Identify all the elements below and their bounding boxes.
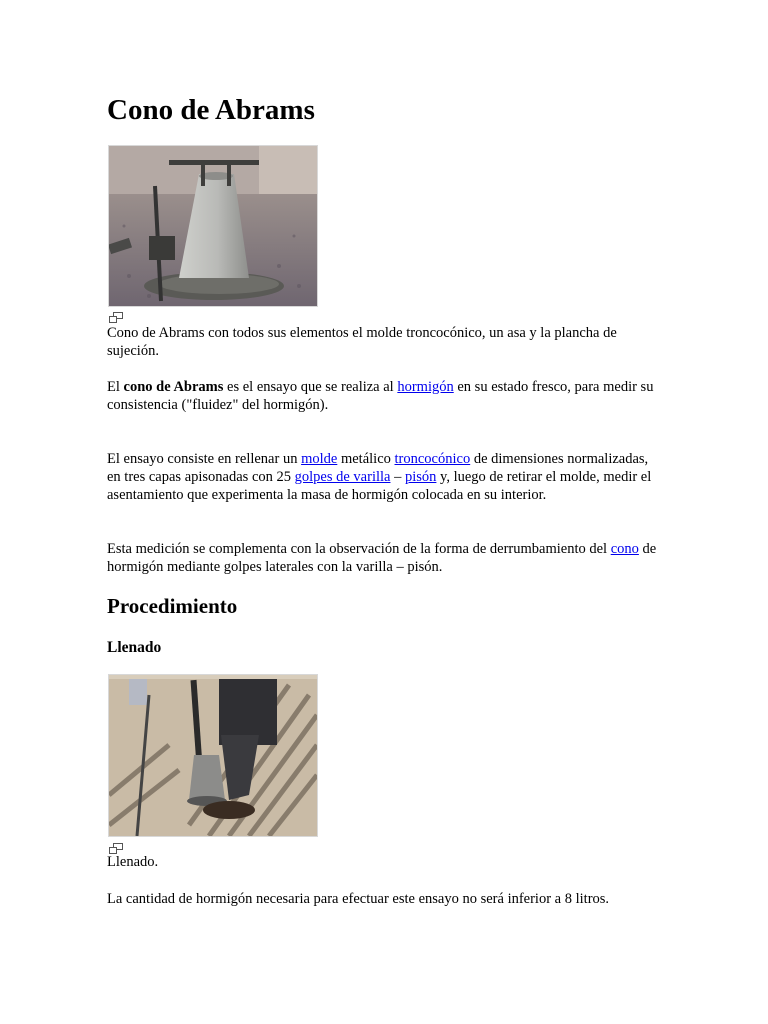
link-hormigon[interactable]: hormigón: [397, 379, 454, 395]
volume-paragraph: La cantidad de hormigón necesaria para efectuar este ensayo no será inferior a 8 litros.: [107, 891, 610, 907]
test-description-paragraph: El ensayo consiste en rellenar un molde metálico troncocónico de dimensiones normalizadas, en tres capas apisonadas con 25 golpes de varilla – pisón y, luego de retirar el molde, medir el asentamiento que experimenta la masa de hormigón colocada en su interior.: [107, 451, 652, 503]
figure-filling-photo[interactable]: [108, 674, 318, 837]
enlarge-icon[interactable]: [109, 312, 123, 323]
intro-paragraph: El cono de Abrams es el ensayo que se realiza al hormigón en su estado fresco, para medir su consistencia ("fluidez" del hormigón).: [107, 379, 654, 413]
page-title: Cono de Abrams: [107, 94, 315, 126]
figure-cone-photo[interactable]: [108, 145, 318, 307]
link-golpes-de-varilla[interactable]: golpes de varilla: [294, 469, 391, 485]
filling-photo-image: [109, 675, 317, 836]
section-heading: Procedimiento: [107, 594, 238, 618]
bold-term: cono de Abrams: [123, 379, 224, 395]
cone-photo-image: [109, 146, 317, 306]
link-molde[interactable]: molde: [301, 451, 338, 467]
measurement-paragraph: Esta medición se complementa con la observación de la forma de derrumbamiento del cono de hormigón mediante golpes laterales con la varilla – pisón.: [107, 541, 657, 575]
subsection-heading: Llenado: [107, 639, 162, 656]
figure-caption: Llenado.: [107, 854, 159, 870]
figure-caption: Cono de Abrams con todos sus elementos el molde troncocónico, un asa y la plancha de sujeción.: [107, 325, 617, 359]
link-cono[interactable]: cono: [610, 541, 639, 557]
link-pison[interactable]: pisón: [404, 469, 437, 485]
link-troncoconico[interactable]: troncocónico: [394, 451, 471, 467]
